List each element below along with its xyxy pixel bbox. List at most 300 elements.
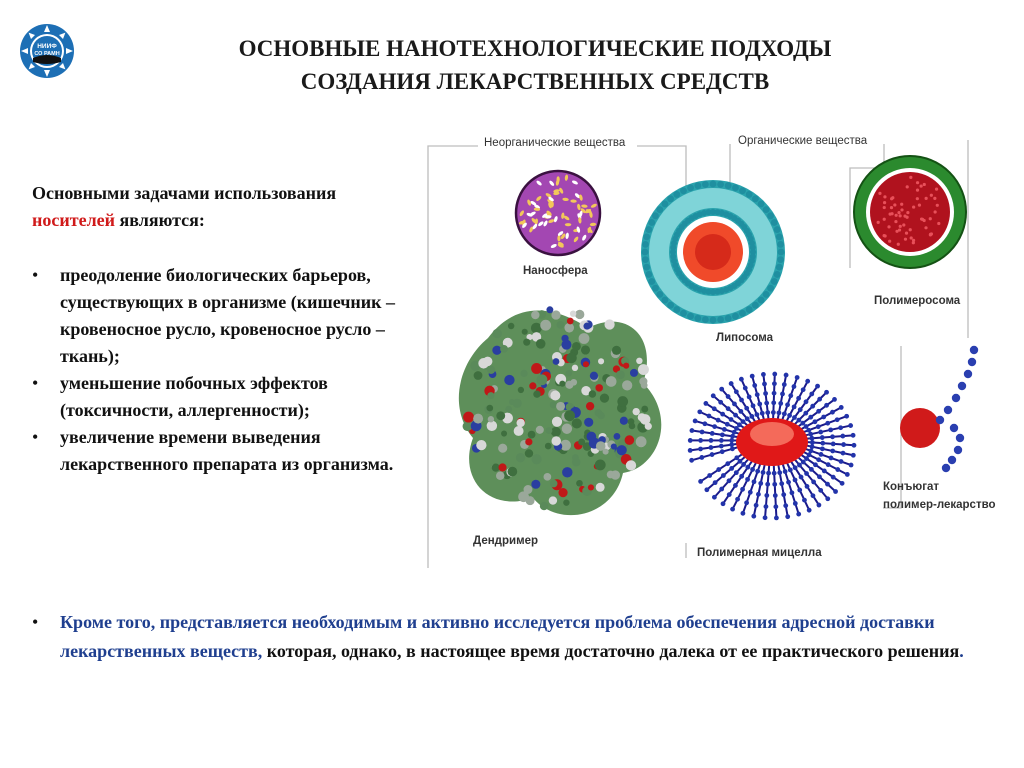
dendrimer-atom bbox=[572, 454, 579, 461]
dendrimer-atom bbox=[595, 459, 606, 470]
lipid-head bbox=[662, 201, 669, 208]
dendrimer-atom bbox=[639, 377, 647, 385]
micelle-bead bbox=[771, 410, 776, 415]
micelle-bead bbox=[802, 498, 807, 503]
micelle-bead bbox=[756, 492, 761, 497]
micelle-bead bbox=[688, 438, 693, 443]
micelle-bead bbox=[819, 452, 824, 457]
conjugate-bead bbox=[964, 370, 972, 378]
micelle-bead bbox=[722, 427, 727, 432]
dendrimer-atom bbox=[516, 453, 525, 462]
polymersome-particle bbox=[930, 194, 933, 197]
polymersome-label: Полимеросома bbox=[874, 295, 961, 307]
polymersome-particle bbox=[899, 225, 902, 228]
dendrimer-atom bbox=[518, 387, 524, 393]
dendrimer-atom bbox=[529, 382, 536, 389]
micelle-bead bbox=[734, 455, 739, 460]
micelle-bead bbox=[744, 406, 749, 411]
polymersome-particle bbox=[888, 240, 891, 243]
micelle-bead bbox=[829, 456, 834, 461]
conjugate-bead bbox=[958, 382, 966, 390]
dendrimer-atom bbox=[514, 426, 524, 436]
micelle-bead bbox=[788, 467, 793, 472]
micelle-bead bbox=[790, 490, 795, 495]
polymersome-particle bbox=[883, 201, 886, 204]
conjugate-bead bbox=[948, 456, 956, 464]
dendrimer-atom bbox=[545, 443, 552, 450]
micelle-bead bbox=[835, 417, 840, 422]
dendrimer-atom bbox=[622, 380, 632, 390]
dendrimer-atom bbox=[570, 310, 576, 316]
polymersome-particle bbox=[889, 213, 892, 216]
micelle-bead bbox=[820, 446, 825, 451]
dendrimer-atom bbox=[473, 414, 483, 424]
micelle-bead bbox=[839, 459, 844, 464]
dendrimer-atom bbox=[565, 370, 572, 377]
micelle-bead bbox=[750, 374, 755, 379]
dendrimer-atom bbox=[523, 485, 532, 494]
micelle-bead bbox=[740, 487, 745, 492]
micelle-bead bbox=[735, 497, 740, 502]
micelle-bead bbox=[782, 382, 787, 387]
polymersome-particle bbox=[929, 217, 932, 220]
dendrimer-atom bbox=[579, 333, 590, 344]
micelle-strand bbox=[802, 442, 854, 445]
micelle-bead bbox=[831, 441, 836, 446]
dendrimer-atom bbox=[606, 376, 617, 387]
polymersome-particle bbox=[903, 214, 906, 217]
micelle-bead bbox=[810, 444, 815, 449]
dendrimer-atom bbox=[586, 402, 594, 410]
conjugate-bead bbox=[944, 406, 952, 414]
micelle-bead bbox=[765, 482, 770, 487]
dendrimer-atom bbox=[492, 346, 501, 355]
dendrimer-atom bbox=[544, 473, 552, 481]
micelle-bead bbox=[712, 424, 717, 429]
lipid-head bbox=[673, 306, 680, 313]
polymersome-particle bbox=[883, 218, 886, 221]
lipid-head bbox=[642, 249, 649, 256]
dendrimer-atom bbox=[546, 306, 553, 313]
polymersome-particle bbox=[904, 238, 907, 241]
micelle-bead bbox=[741, 462, 746, 467]
micelle-bead bbox=[764, 493, 769, 498]
dendrimer-icon bbox=[459, 306, 661, 515]
micelle-bead bbox=[764, 504, 769, 509]
lipid-head bbox=[763, 291, 770, 298]
polymer-drug-conjugate-icon bbox=[900, 346, 978, 472]
micelle-bead bbox=[699, 455, 704, 460]
dendrimer-atom bbox=[513, 399, 522, 408]
micelle-bead bbox=[698, 447, 703, 452]
micelle-bead bbox=[818, 488, 823, 493]
nanocarriers-illustration bbox=[428, 128, 996, 568]
micelle-bead bbox=[754, 503, 759, 508]
micelle-bead bbox=[734, 389, 739, 394]
dendrimer-atom bbox=[561, 340, 571, 350]
lipid-head bbox=[667, 302, 674, 309]
micelle-bead bbox=[710, 431, 715, 436]
micelle-bead bbox=[772, 381, 777, 386]
micelle-bead bbox=[809, 467, 814, 472]
conjugate-bead bbox=[968, 358, 976, 366]
dendrimer-atom bbox=[630, 369, 638, 377]
dendrimer-atom bbox=[565, 381, 573, 389]
polymersome-particle bbox=[936, 204, 939, 207]
dendrimer-label: Дендример bbox=[473, 535, 538, 547]
micelle-bead bbox=[838, 425, 843, 430]
dendrimer-atom bbox=[536, 426, 544, 434]
dendrimer-atom bbox=[576, 480, 583, 487]
polymersome-particle bbox=[923, 183, 926, 186]
dendrimer-atom bbox=[501, 431, 507, 437]
micelle-bead bbox=[704, 487, 709, 492]
micelle-bead bbox=[830, 434, 835, 439]
dendrimer-atom bbox=[525, 438, 532, 445]
targeted-delivery-rest: которая, однако, в настоящее время достаточно далека от ее практического решения bbox=[262, 641, 960, 661]
micelle-bead bbox=[719, 387, 724, 392]
dendrimer-atom bbox=[636, 436, 647, 447]
micelle-bead bbox=[773, 504, 778, 509]
lipid-head bbox=[750, 245, 756, 251]
micelle-bead bbox=[787, 413, 792, 418]
lipid-head bbox=[717, 181, 724, 188]
lipid-head bbox=[777, 241, 784, 248]
lipid-head bbox=[702, 181, 709, 188]
conjugate-bead bbox=[970, 346, 978, 354]
polymersome-particle bbox=[912, 239, 915, 242]
micelle-bead bbox=[707, 414, 712, 419]
lipid-head bbox=[746, 191, 753, 198]
dendrimer-atom bbox=[638, 364, 649, 375]
micelle-bead bbox=[839, 405, 844, 410]
lipid-head bbox=[656, 291, 663, 298]
dendrimer-atom bbox=[623, 363, 629, 369]
polymersome-particle bbox=[902, 223, 905, 226]
micelle-bead bbox=[808, 432, 813, 437]
polymersome-particle bbox=[918, 204, 921, 207]
dendrimer-atom bbox=[572, 365, 578, 371]
dendrimer-atom bbox=[496, 471, 505, 480]
lipid-head bbox=[680, 187, 687, 194]
micelle-bead bbox=[811, 480, 816, 485]
bullet-item: • преодоление биологических барьеров, существующих в организме (кишечник – кровеносное русло, кровеносное русло – ткань); bbox=[32, 262, 412, 370]
nanosphere-particle bbox=[557, 176, 560, 182]
micelle-bead bbox=[745, 465, 750, 470]
micelle-bead bbox=[841, 442, 846, 447]
polymersome-particle bbox=[899, 214, 902, 217]
dendrimer-atom bbox=[567, 318, 574, 325]
nanocarriers-figure bbox=[428, 128, 996, 568]
dendrimer-atom bbox=[531, 323, 542, 334]
micelle-bead bbox=[801, 460, 806, 465]
dendrimer-atom bbox=[476, 440, 486, 450]
micelle-bead bbox=[852, 443, 857, 448]
dendrimer-atom bbox=[528, 431, 536, 439]
micelle-bead bbox=[774, 515, 779, 520]
dendrimer-atom bbox=[505, 406, 512, 413]
micelle-bead bbox=[828, 427, 833, 432]
lipid-head bbox=[725, 182, 732, 189]
micelle-bead bbox=[730, 507, 735, 512]
lipid-head bbox=[648, 278, 655, 285]
dendrimer-atom bbox=[640, 414, 651, 425]
dendrimer-atom bbox=[583, 323, 590, 330]
micelle-bead bbox=[758, 481, 763, 486]
dendrimer-atom bbox=[553, 358, 560, 365]
lipid-head bbox=[774, 226, 781, 233]
micelle-bead bbox=[729, 466, 734, 471]
micelle-bead bbox=[719, 438, 724, 443]
micelle-bead bbox=[851, 433, 856, 438]
polymersome-particle bbox=[920, 217, 923, 220]
micelle-bead bbox=[844, 414, 849, 419]
micelle-bead bbox=[709, 445, 714, 450]
dendrimer-atom bbox=[563, 499, 569, 505]
micelle-bead bbox=[832, 397, 837, 402]
micelle-bead bbox=[761, 470, 766, 475]
polymer-micelle-icon bbox=[688, 372, 857, 521]
dendrimer-atom bbox=[636, 358, 642, 364]
conjugate-bead bbox=[942, 464, 950, 472]
dendrimer-atom bbox=[564, 323, 574, 333]
micelle-bead bbox=[700, 430, 705, 435]
micelle-bead bbox=[824, 390, 829, 395]
lipid-head bbox=[687, 313, 694, 320]
lipid-head bbox=[732, 313, 739, 320]
polymersome-particle bbox=[906, 185, 909, 188]
liposome-label: Липосома bbox=[716, 332, 773, 344]
dendrimer-atom bbox=[496, 411, 505, 420]
polymersome-particle bbox=[891, 196, 894, 199]
micelle-bead bbox=[808, 415, 813, 420]
bullet-item: • уменьшение побочных эффектов (токсичности, аллергенности); bbox=[32, 370, 412, 424]
micelle-bead bbox=[748, 490, 753, 495]
micelle-strand bbox=[765, 462, 769, 518]
micelle-bead bbox=[750, 467, 755, 472]
dendrimer-atom bbox=[612, 346, 621, 355]
lipid-head bbox=[732, 184, 739, 191]
polymersome-particle bbox=[900, 208, 903, 211]
nanosphere-particle bbox=[565, 223, 571, 226]
polymersome-particle bbox=[909, 228, 912, 231]
micelle-bead bbox=[755, 392, 760, 397]
micelle-bead bbox=[781, 492, 786, 497]
polymersome-particle bbox=[897, 243, 900, 246]
dendrimer-atom bbox=[504, 375, 514, 385]
micelle-bead bbox=[841, 451, 846, 456]
micelle-bead bbox=[725, 461, 730, 466]
polymersome-particle bbox=[937, 222, 940, 225]
micelle-bead bbox=[804, 399, 809, 404]
lipid-head bbox=[778, 249, 785, 256]
dendrimer-atom bbox=[589, 390, 596, 397]
lipid-head bbox=[776, 233, 783, 240]
micelle-bead bbox=[825, 496, 830, 501]
dendrimer-atom bbox=[500, 345, 508, 353]
micelle-bead bbox=[833, 489, 838, 494]
dendrimer-atom bbox=[545, 427, 552, 434]
lipid-head bbox=[771, 219, 778, 226]
dendrimer-atom bbox=[575, 310, 584, 319]
micelle-bead bbox=[764, 401, 769, 406]
conjugate-bead bbox=[950, 424, 958, 432]
lipid-head bbox=[710, 181, 717, 188]
micelle-bead bbox=[752, 479, 757, 484]
dendrimer-atom bbox=[620, 417, 628, 425]
polymersome-particle bbox=[916, 197, 919, 200]
intro-highlight: носителей bbox=[32, 210, 116, 230]
micelle-bead bbox=[720, 432, 725, 437]
polymersome-particle bbox=[934, 210, 937, 213]
lipid-head bbox=[643, 233, 650, 240]
micelle-bead bbox=[777, 470, 782, 475]
dendrimer-atom bbox=[566, 353, 577, 364]
polymersome-particle bbox=[916, 181, 919, 184]
micelle-bead bbox=[830, 410, 835, 415]
micelle-bead bbox=[848, 423, 853, 428]
micelle-bead bbox=[820, 435, 825, 440]
micelle-bead bbox=[744, 500, 749, 505]
micelle-bead bbox=[811, 493, 816, 498]
micelle-bead bbox=[702, 421, 707, 426]
task-bullet-list bbox=[32, 262, 412, 478]
dendrimer-atom bbox=[551, 436, 560, 445]
organic-substances-label: Органические вещества bbox=[738, 135, 868, 147]
micelle-bead bbox=[805, 379, 810, 384]
polymersome-particle bbox=[890, 206, 893, 209]
liposome-icon bbox=[641, 180, 785, 324]
dendrimer-atom bbox=[552, 417, 562, 427]
micelle-bead bbox=[743, 386, 748, 391]
polymersome-particle bbox=[929, 233, 932, 236]
micelle-bead bbox=[726, 406, 731, 411]
lipid-head bbox=[767, 285, 774, 292]
dendrimer-atom bbox=[578, 438, 585, 445]
dendrimer-atom bbox=[598, 358, 604, 364]
dendrimer-atom bbox=[533, 391, 540, 398]
micelle-bead bbox=[777, 410, 782, 415]
micelle-bead bbox=[826, 462, 831, 467]
micelle-bead bbox=[830, 449, 835, 454]
micelle-bead bbox=[720, 449, 725, 454]
intro-part1: Основными задачами использования bbox=[32, 183, 337, 203]
nanosphere-icon bbox=[516, 171, 600, 255]
micelle-bead bbox=[716, 418, 721, 423]
micelle-bead bbox=[720, 412, 725, 417]
lipid-head bbox=[774, 271, 781, 278]
lipid-head bbox=[687, 184, 694, 191]
lipid-head bbox=[752, 302, 759, 309]
polymersome-particle bbox=[884, 234, 887, 237]
micelle-bead bbox=[712, 406, 717, 411]
logo-text-line1: НИИФ bbox=[37, 43, 57, 50]
micelle-bead bbox=[698, 479, 703, 484]
micelle-bead bbox=[816, 409, 821, 414]
micelle-bead bbox=[792, 384, 797, 389]
micelle-bead bbox=[773, 493, 778, 498]
micelle-bead bbox=[727, 492, 732, 497]
micelle-bead bbox=[765, 410, 770, 415]
micelle-bead bbox=[818, 430, 823, 435]
dendrimer-atom bbox=[486, 405, 493, 412]
micelle-bead bbox=[725, 422, 730, 427]
micelle-bead bbox=[738, 409, 743, 414]
dendrimer-atom bbox=[488, 416, 494, 422]
lipid-head bbox=[776, 264, 783, 271]
micelle-bead bbox=[719, 444, 724, 449]
polymersome-particle bbox=[898, 228, 901, 231]
micelle-bead bbox=[690, 428, 695, 433]
dendrimer-atom bbox=[487, 366, 495, 374]
micelle-bead bbox=[710, 452, 715, 457]
micelle-bead bbox=[749, 414, 754, 419]
micelle-bead bbox=[739, 474, 744, 479]
polymersome-particle bbox=[897, 211, 900, 214]
lipid-head bbox=[643, 264, 650, 271]
micelle-bead bbox=[721, 501, 726, 506]
lipid-head bbox=[652, 285, 659, 292]
micelle-bead bbox=[815, 384, 820, 389]
dendrimer-atom bbox=[559, 381, 565, 387]
polymer-micelle-label: Полимерная мицелла bbox=[697, 547, 822, 559]
slide-title-line2: СОЗДАНИЯ ЛЕКАРСТВЕННЫХ СРЕДСТВ bbox=[300, 69, 770, 94]
polymersome-particle bbox=[900, 203, 903, 206]
polymersome-particle bbox=[883, 195, 886, 198]
lipid-head bbox=[767, 212, 774, 219]
micelle-bead bbox=[751, 514, 756, 519]
targeted-delivery-period: . bbox=[959, 641, 964, 661]
micelle-bead bbox=[745, 477, 750, 482]
dendrimer-atom bbox=[598, 412, 605, 419]
micelle-bead bbox=[812, 419, 817, 424]
micelle-bead bbox=[810, 404, 815, 409]
dendrimer-atom bbox=[483, 357, 493, 367]
lipid-head bbox=[777, 256, 784, 263]
dendrimer-atom bbox=[508, 467, 518, 477]
conjugate-bead bbox=[954, 446, 962, 454]
lipid-head bbox=[662, 297, 669, 304]
micelle-bead bbox=[793, 501, 798, 506]
polymersome-particle bbox=[883, 206, 886, 209]
micelle-bead bbox=[755, 412, 760, 417]
micelle-bead bbox=[729, 442, 734, 447]
micelle-bead bbox=[835, 467, 840, 472]
micelle-bead bbox=[737, 422, 742, 427]
micelle-bead bbox=[718, 400, 723, 405]
dendrimer-atom bbox=[508, 323, 514, 329]
polymersome-particle bbox=[877, 221, 880, 224]
dendrimer-atom bbox=[474, 371, 483, 380]
lipid-head bbox=[652, 212, 659, 219]
micelle-bead bbox=[796, 418, 801, 423]
lipid-head bbox=[667, 195, 674, 202]
micelle-bead bbox=[721, 473, 726, 478]
lipid-head bbox=[725, 315, 732, 322]
polymersome-particle bbox=[935, 188, 938, 191]
micelle-bead bbox=[797, 488, 802, 493]
micelle-bead bbox=[817, 474, 822, 479]
lipid-head bbox=[746, 306, 753, 313]
micelle-bead bbox=[772, 482, 777, 487]
conjugate-bead bbox=[952, 394, 960, 402]
dendrimer-atom bbox=[572, 418, 582, 428]
micelle-bead bbox=[707, 473, 712, 478]
polymersome-particle bbox=[895, 214, 898, 217]
dendrimer-atom bbox=[603, 449, 609, 455]
micelle-bead bbox=[813, 462, 818, 467]
bullet-item: • увеличение времени выведения лекарственного препарата из организма. bbox=[32, 424, 412, 478]
